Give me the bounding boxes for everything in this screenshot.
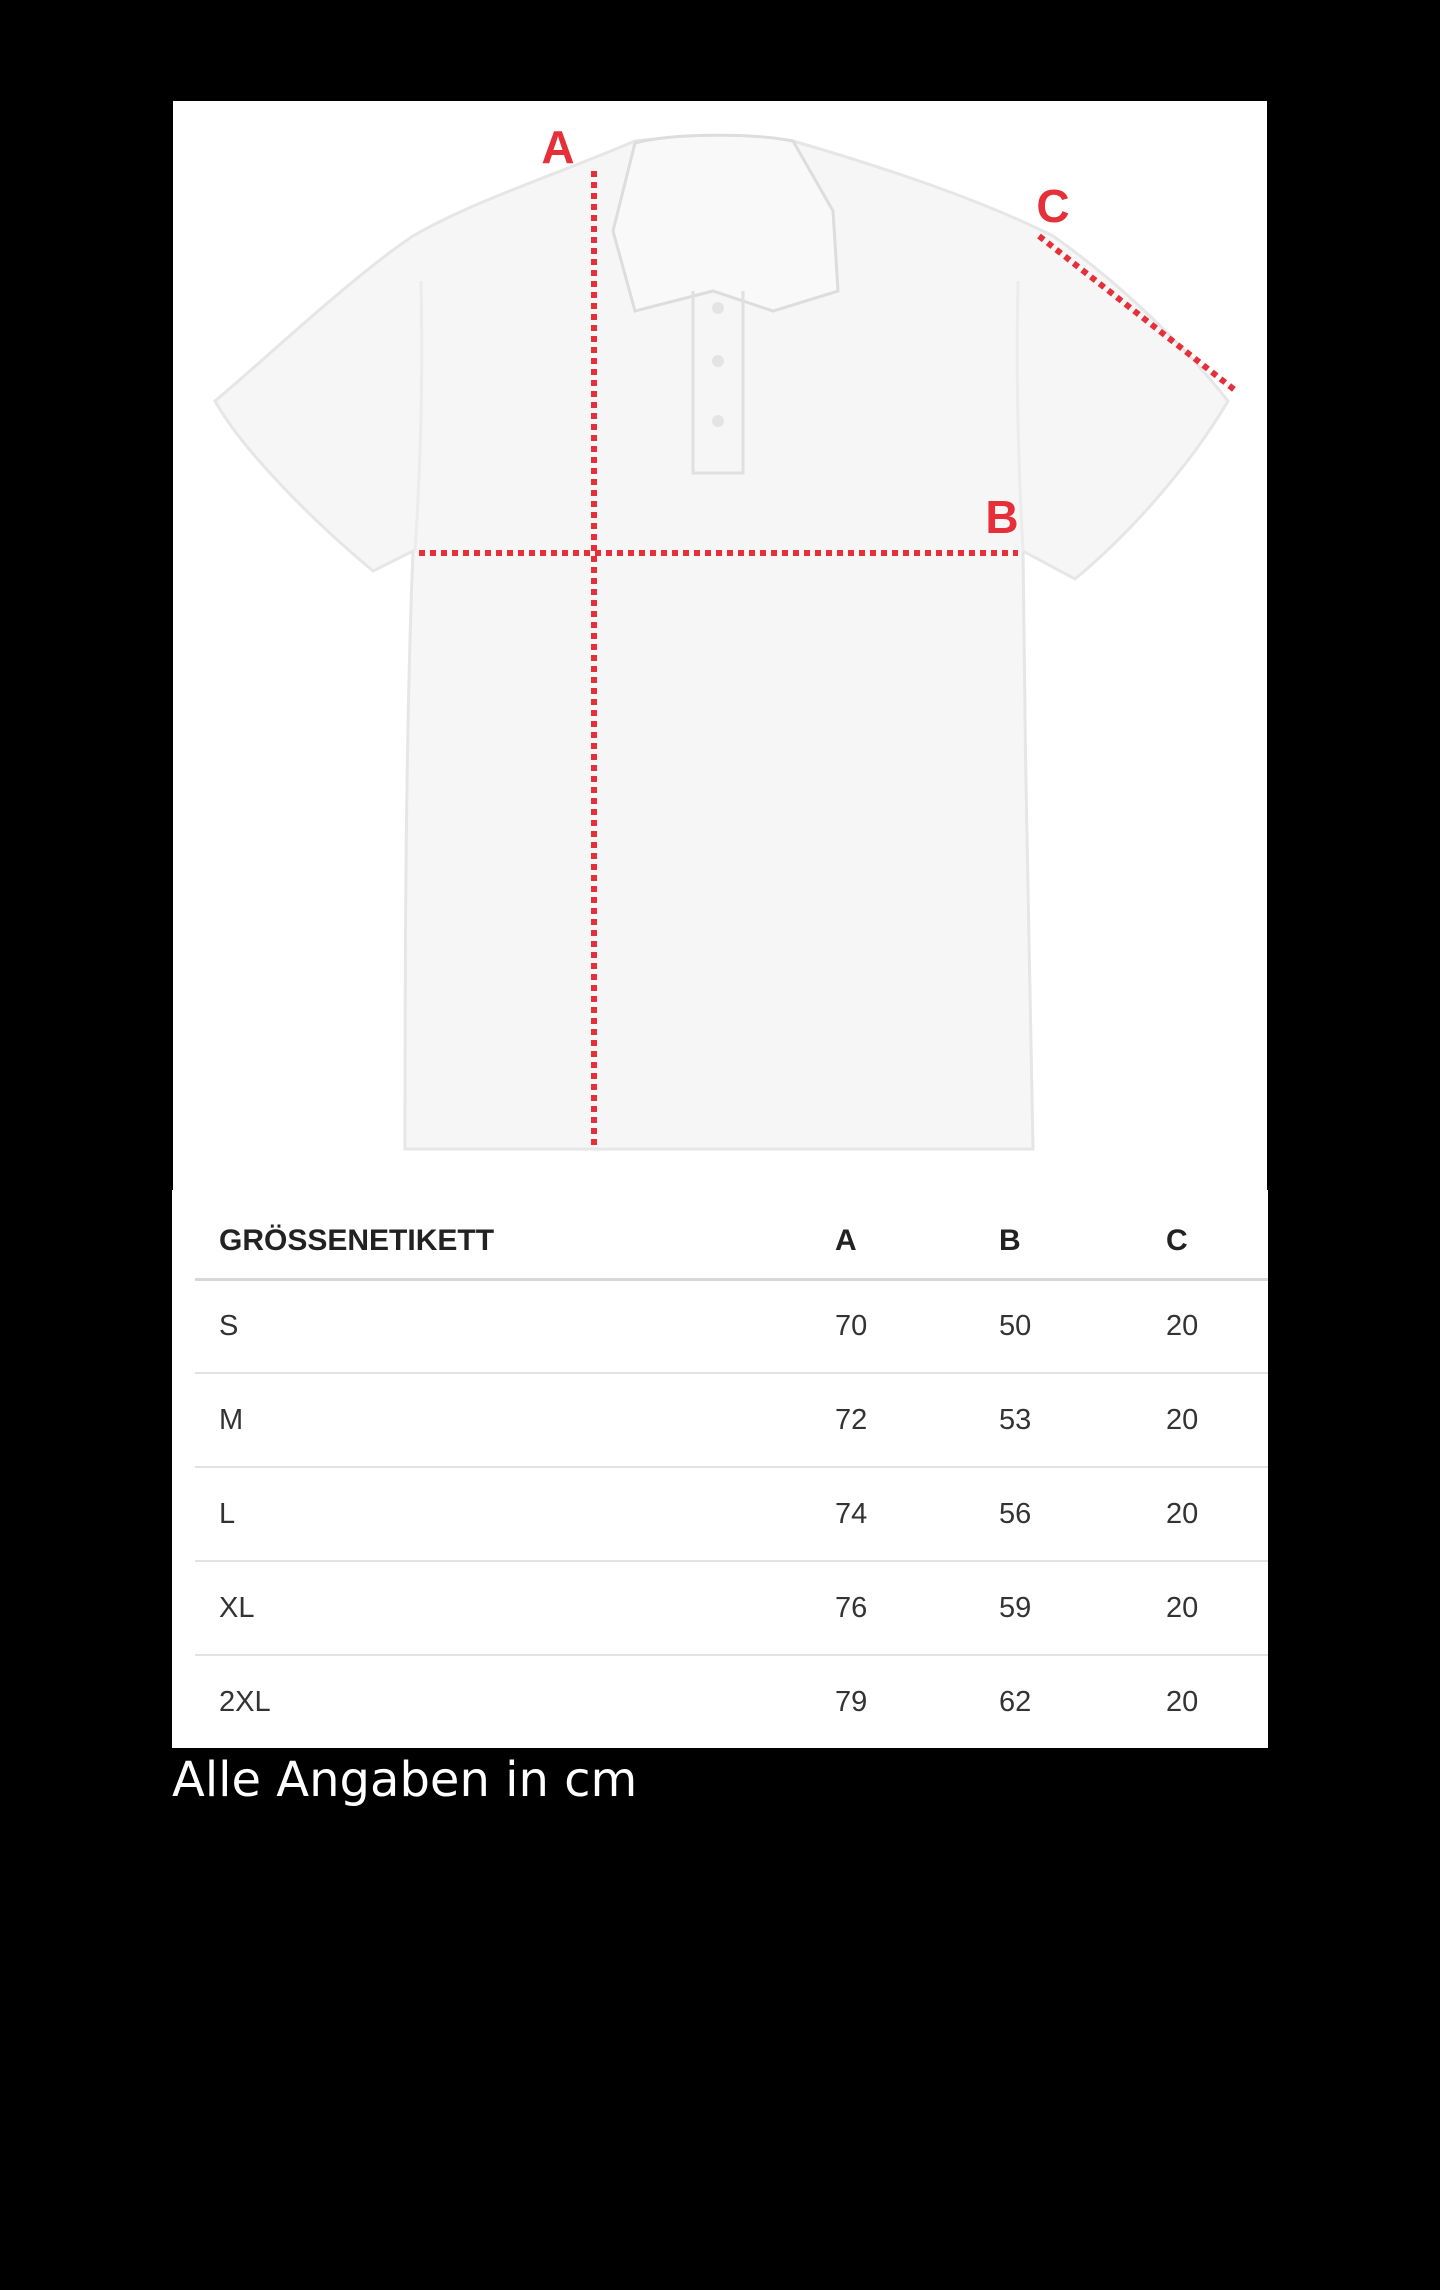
cell-b: 53 xyxy=(975,1373,1142,1467)
cell-size: 2XL xyxy=(219,1686,271,1718)
marker-label-a: A xyxy=(541,121,575,173)
cell-c: 20 xyxy=(1142,1373,1268,1467)
cell-size: XL xyxy=(195,1561,811,1655)
size-guide-image xyxy=(173,101,1267,1190)
cell-size: L xyxy=(195,1467,811,1561)
column-header-size: GRÖSSENETIKETT xyxy=(195,1190,811,1279)
table-row xyxy=(195,1467,1268,1561)
cell-b: 50 xyxy=(975,1279,1142,1373)
cell-b: 56 xyxy=(975,1467,1142,1561)
cell-a: 76 xyxy=(811,1561,975,1655)
cell-c: 20 xyxy=(1142,1561,1268,1655)
cell-a: 70 xyxy=(811,1279,975,1373)
button xyxy=(712,415,724,427)
cell-a: 74 xyxy=(811,1467,975,1561)
cell-b: 59 xyxy=(975,1561,1142,1655)
cell-size: S xyxy=(195,1279,811,1373)
cell-c: 20 xyxy=(1142,1467,1268,1561)
size-table xyxy=(195,1190,1268,1749)
table-row xyxy=(195,1655,1268,1749)
column-header-c: C xyxy=(1142,1190,1268,1279)
units-note: Alle Angaben in cm xyxy=(172,1752,638,1808)
polo-shirt-diagram xyxy=(173,101,1267,1190)
cell-c: 20 xyxy=(1142,1279,1268,1373)
column-header-a: A xyxy=(811,1190,975,1279)
cell-a: 79 xyxy=(835,1686,868,1718)
cell-c: 20 xyxy=(1166,1686,1199,1718)
table-row xyxy=(195,1373,1268,1467)
cell-a: 72 xyxy=(811,1373,975,1467)
button xyxy=(712,355,724,367)
table-row xyxy=(195,1561,1268,1655)
size-table-panel xyxy=(172,1190,1268,1748)
column-header-b: B xyxy=(975,1190,1142,1279)
marker-label-c: C xyxy=(1036,180,1070,232)
table-header-row xyxy=(195,1190,1268,1279)
cell-size: M xyxy=(195,1373,811,1467)
collar xyxy=(613,135,838,311)
button xyxy=(712,302,724,314)
table-row xyxy=(195,1279,1268,1373)
marker-label-b: B xyxy=(985,491,1019,543)
cell-b: 62 xyxy=(999,1686,1032,1718)
